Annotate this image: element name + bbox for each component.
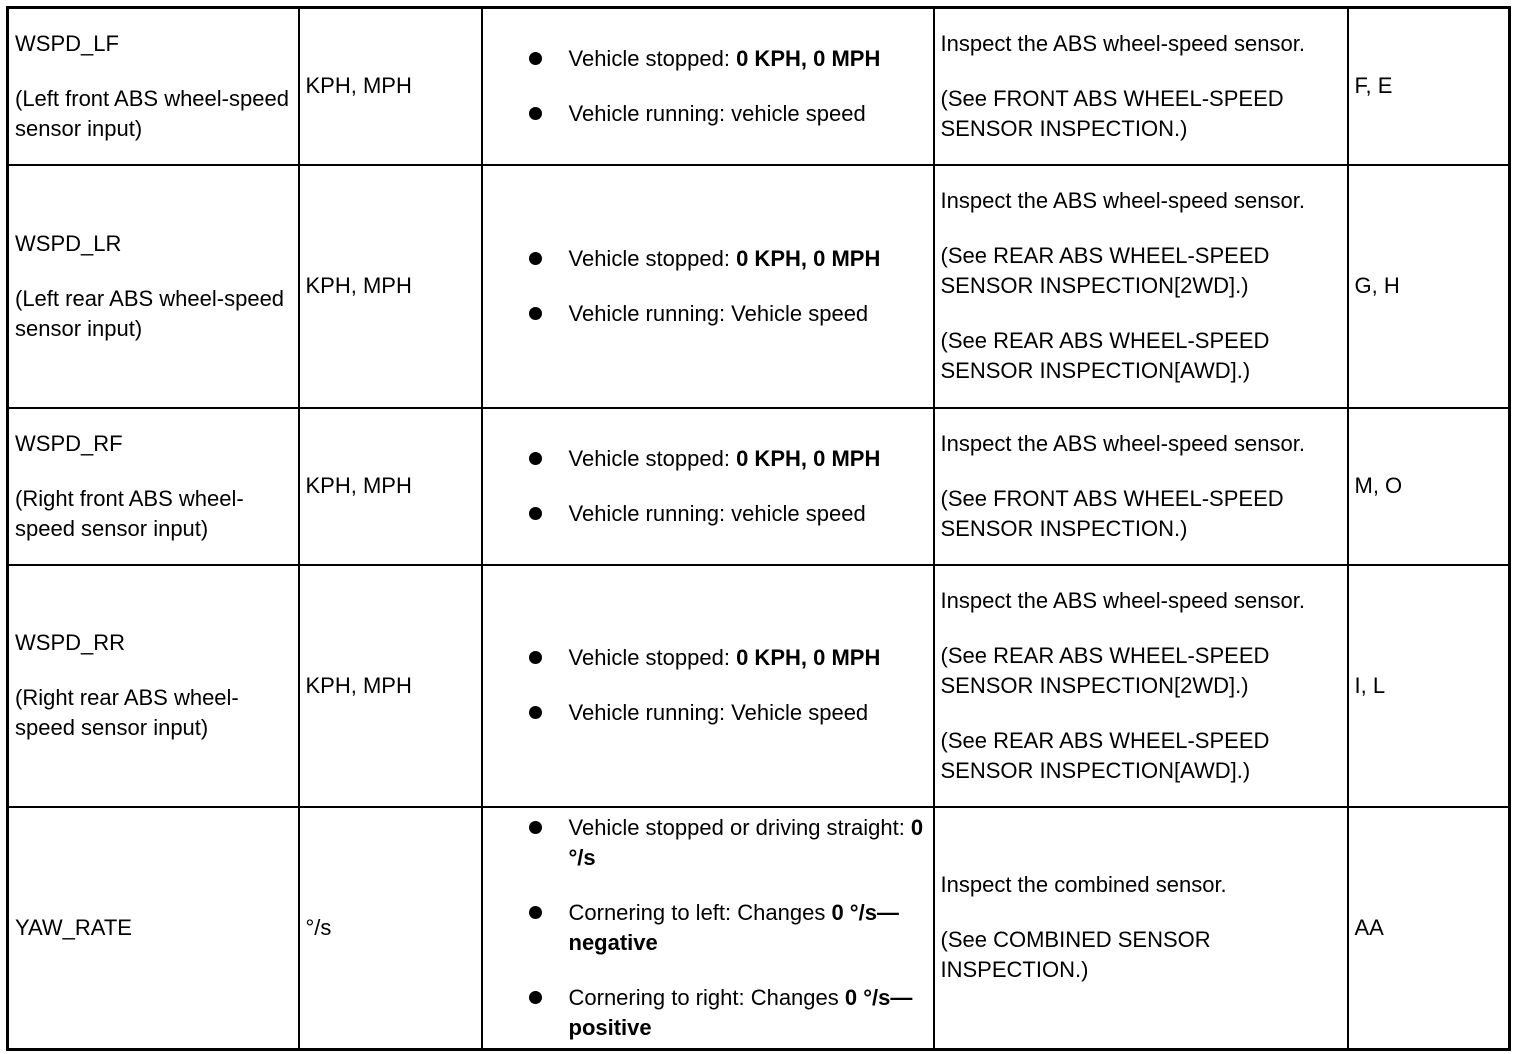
condition-text: Vehicle stopped: bbox=[568, 245, 737, 271]
item-description: (Left front ABS wheel-speed sensor input) bbox=[15, 85, 289, 141]
action-cell bbox=[934, 165, 1348, 408]
table-row bbox=[8, 165, 1510, 408]
action-instruction: Inspect the combined sensor. bbox=[940, 872, 1227, 898]
bullet-icon bbox=[529, 821, 542, 834]
condition-value: 0 KPH, 0 MPH bbox=[736, 245, 881, 271]
condition-cell bbox=[482, 8, 934, 165]
condition-list bbox=[489, 44, 927, 129]
action-instruction: Inspect the ABS wheel-speed sensor. bbox=[940, 430, 1305, 456]
dtc-cell: M, O bbox=[1348, 408, 1510, 565]
action-instruction: Inspect the ABS wheel-speed sensor. bbox=[940, 30, 1305, 56]
condition-text: Vehicle running: Vehicle speed bbox=[568, 300, 869, 326]
item-name: WSPD_RR bbox=[15, 630, 126, 655]
condition-list bbox=[489, 643, 927, 728]
action-reference: (See REAR ABS WHEEL-SPEED SENSOR INSPECTION[AWD].) bbox=[940, 328, 1270, 383]
table-row bbox=[8, 8, 1510, 165]
condition-text: Vehicle running: vehicle speed bbox=[568, 100, 866, 126]
condition-cell bbox=[482, 807, 934, 1050]
condition-value: 0 KPH, 0 MPH bbox=[736, 45, 881, 71]
item-name: WSPD_RF bbox=[15, 430, 123, 456]
dtc-cell: F, E bbox=[1348, 8, 1510, 165]
bullet-icon bbox=[529, 991, 542, 1004]
condition-cell bbox=[482, 165, 934, 408]
unit-cell: °/s bbox=[299, 807, 482, 1050]
condition-item bbox=[529, 898, 927, 958]
action-cell bbox=[934, 565, 1348, 807]
item-cell bbox=[8, 565, 299, 807]
bullet-icon bbox=[529, 706, 542, 719]
unit-cell: KPH, MPH bbox=[299, 408, 482, 565]
action-reference: (See REAR ABS WHEEL-SPEED SENSOR INSPECTION[2WD].) bbox=[940, 642, 1270, 698]
condition-item bbox=[529, 983, 927, 1043]
condition-item bbox=[529, 813, 927, 873]
table-row bbox=[8, 807, 1510, 1050]
item-description: (Right front ABS wheel-speed sensor input) bbox=[15, 485, 244, 541]
item-cell bbox=[8, 807, 299, 1050]
action-instruction: Inspect the ABS wheel-speed sensor. bbox=[940, 188, 1305, 213]
bullet-icon bbox=[529, 252, 542, 265]
action-reference: (See COMBINED SENSOR INSPECTION.) bbox=[940, 927, 1211, 983]
bullet-icon bbox=[529, 906, 542, 919]
condition-text: Vehicle stopped: bbox=[568, 645, 737, 670]
condition-item bbox=[529, 643, 927, 673]
action-instruction: Inspect the ABS wheel-speed sensor. bbox=[940, 587, 1305, 613]
condition-text: Vehicle stopped: bbox=[568, 45, 737, 71]
unit-cell: KPH, MPH bbox=[299, 565, 482, 807]
condition-item bbox=[529, 99, 927, 129]
condition-list bbox=[489, 813, 927, 1043]
dtc-cell: AA bbox=[1348, 807, 1510, 1050]
condition-value: 0 °/s—positive bbox=[568, 984, 913, 1040]
condition-item bbox=[529, 698, 927, 728]
item-name: WSPD_LR bbox=[15, 230, 122, 256]
dtc-cell: I, L bbox=[1348, 565, 1510, 807]
action-reference: (See FRONT ABS WHEEL-SPEED SENSOR INSPECTION.) bbox=[940, 85, 1284, 141]
condition-item bbox=[529, 244, 927, 274]
item-description: (Right rear ABS wheel-speed sensor input) bbox=[15, 685, 239, 740]
action-reference: (See REAR ABS WHEEL-SPEED SENSOR INSPECTION[2WD].) bbox=[940, 243, 1270, 298]
item-cell bbox=[8, 8, 299, 165]
condition-text: Vehicle running: vehicle speed bbox=[568, 500, 866, 526]
condition-list bbox=[489, 444, 927, 529]
action-reference: (See FRONT ABS WHEEL-SPEED SENSOR INSPECTION.) bbox=[940, 485, 1284, 541]
unit-cell: KPH, MPH bbox=[299, 8, 482, 165]
condition-item bbox=[529, 444, 927, 474]
condition-list bbox=[489, 244, 927, 329]
condition-cell bbox=[482, 408, 934, 565]
item-cell bbox=[8, 408, 299, 565]
action-cell bbox=[934, 408, 1348, 565]
condition-value: 0 KPH, 0 MPH bbox=[736, 445, 881, 471]
condition-text: Cornering to left: Changes bbox=[568, 899, 832, 925]
bullet-icon bbox=[529, 107, 542, 120]
item-name: WSPD_LF bbox=[15, 30, 119, 56]
condition-value: 0 °/s—negative bbox=[568, 899, 899, 955]
item-description: (Left rear ABS wheel-speed sensor input) bbox=[15, 285, 285, 341]
bullet-icon bbox=[529, 307, 542, 320]
condition-item bbox=[529, 299, 927, 329]
condition-text: Vehicle running: Vehicle speed bbox=[568, 700, 869, 725]
condition-text: Vehicle stopped or driving straight: bbox=[568, 814, 911, 840]
inspection-data-table bbox=[6, 6, 1511, 1051]
bullet-icon bbox=[529, 452, 542, 465]
dtc-cell: G, H bbox=[1348, 165, 1510, 408]
condition-value: 0 KPH, 0 MPH bbox=[736, 645, 881, 670]
condition-item bbox=[529, 44, 927, 74]
table-row bbox=[8, 565, 1510, 807]
action-reference: (See REAR ABS WHEEL-SPEED SENSOR INSPECTION[AWD].) bbox=[940, 727, 1270, 783]
action-cell bbox=[934, 8, 1348, 165]
condition-text: Vehicle stopped: bbox=[568, 445, 737, 471]
bullet-icon bbox=[529, 651, 542, 664]
table-row bbox=[8, 408, 1510, 565]
condition-cell bbox=[482, 565, 934, 807]
item-cell bbox=[8, 165, 299, 408]
condition-text: Cornering to right: Changes bbox=[568, 984, 845, 1010]
unit-cell: KPH, MPH bbox=[299, 165, 482, 408]
condition-value: 0 °/s bbox=[568, 814, 924, 870]
condition-item bbox=[529, 499, 927, 529]
bullet-icon bbox=[529, 507, 542, 520]
item-name: YAW_RATE bbox=[15, 914, 132, 940]
bullet-icon bbox=[529, 52, 542, 65]
action-cell bbox=[934, 807, 1348, 1050]
